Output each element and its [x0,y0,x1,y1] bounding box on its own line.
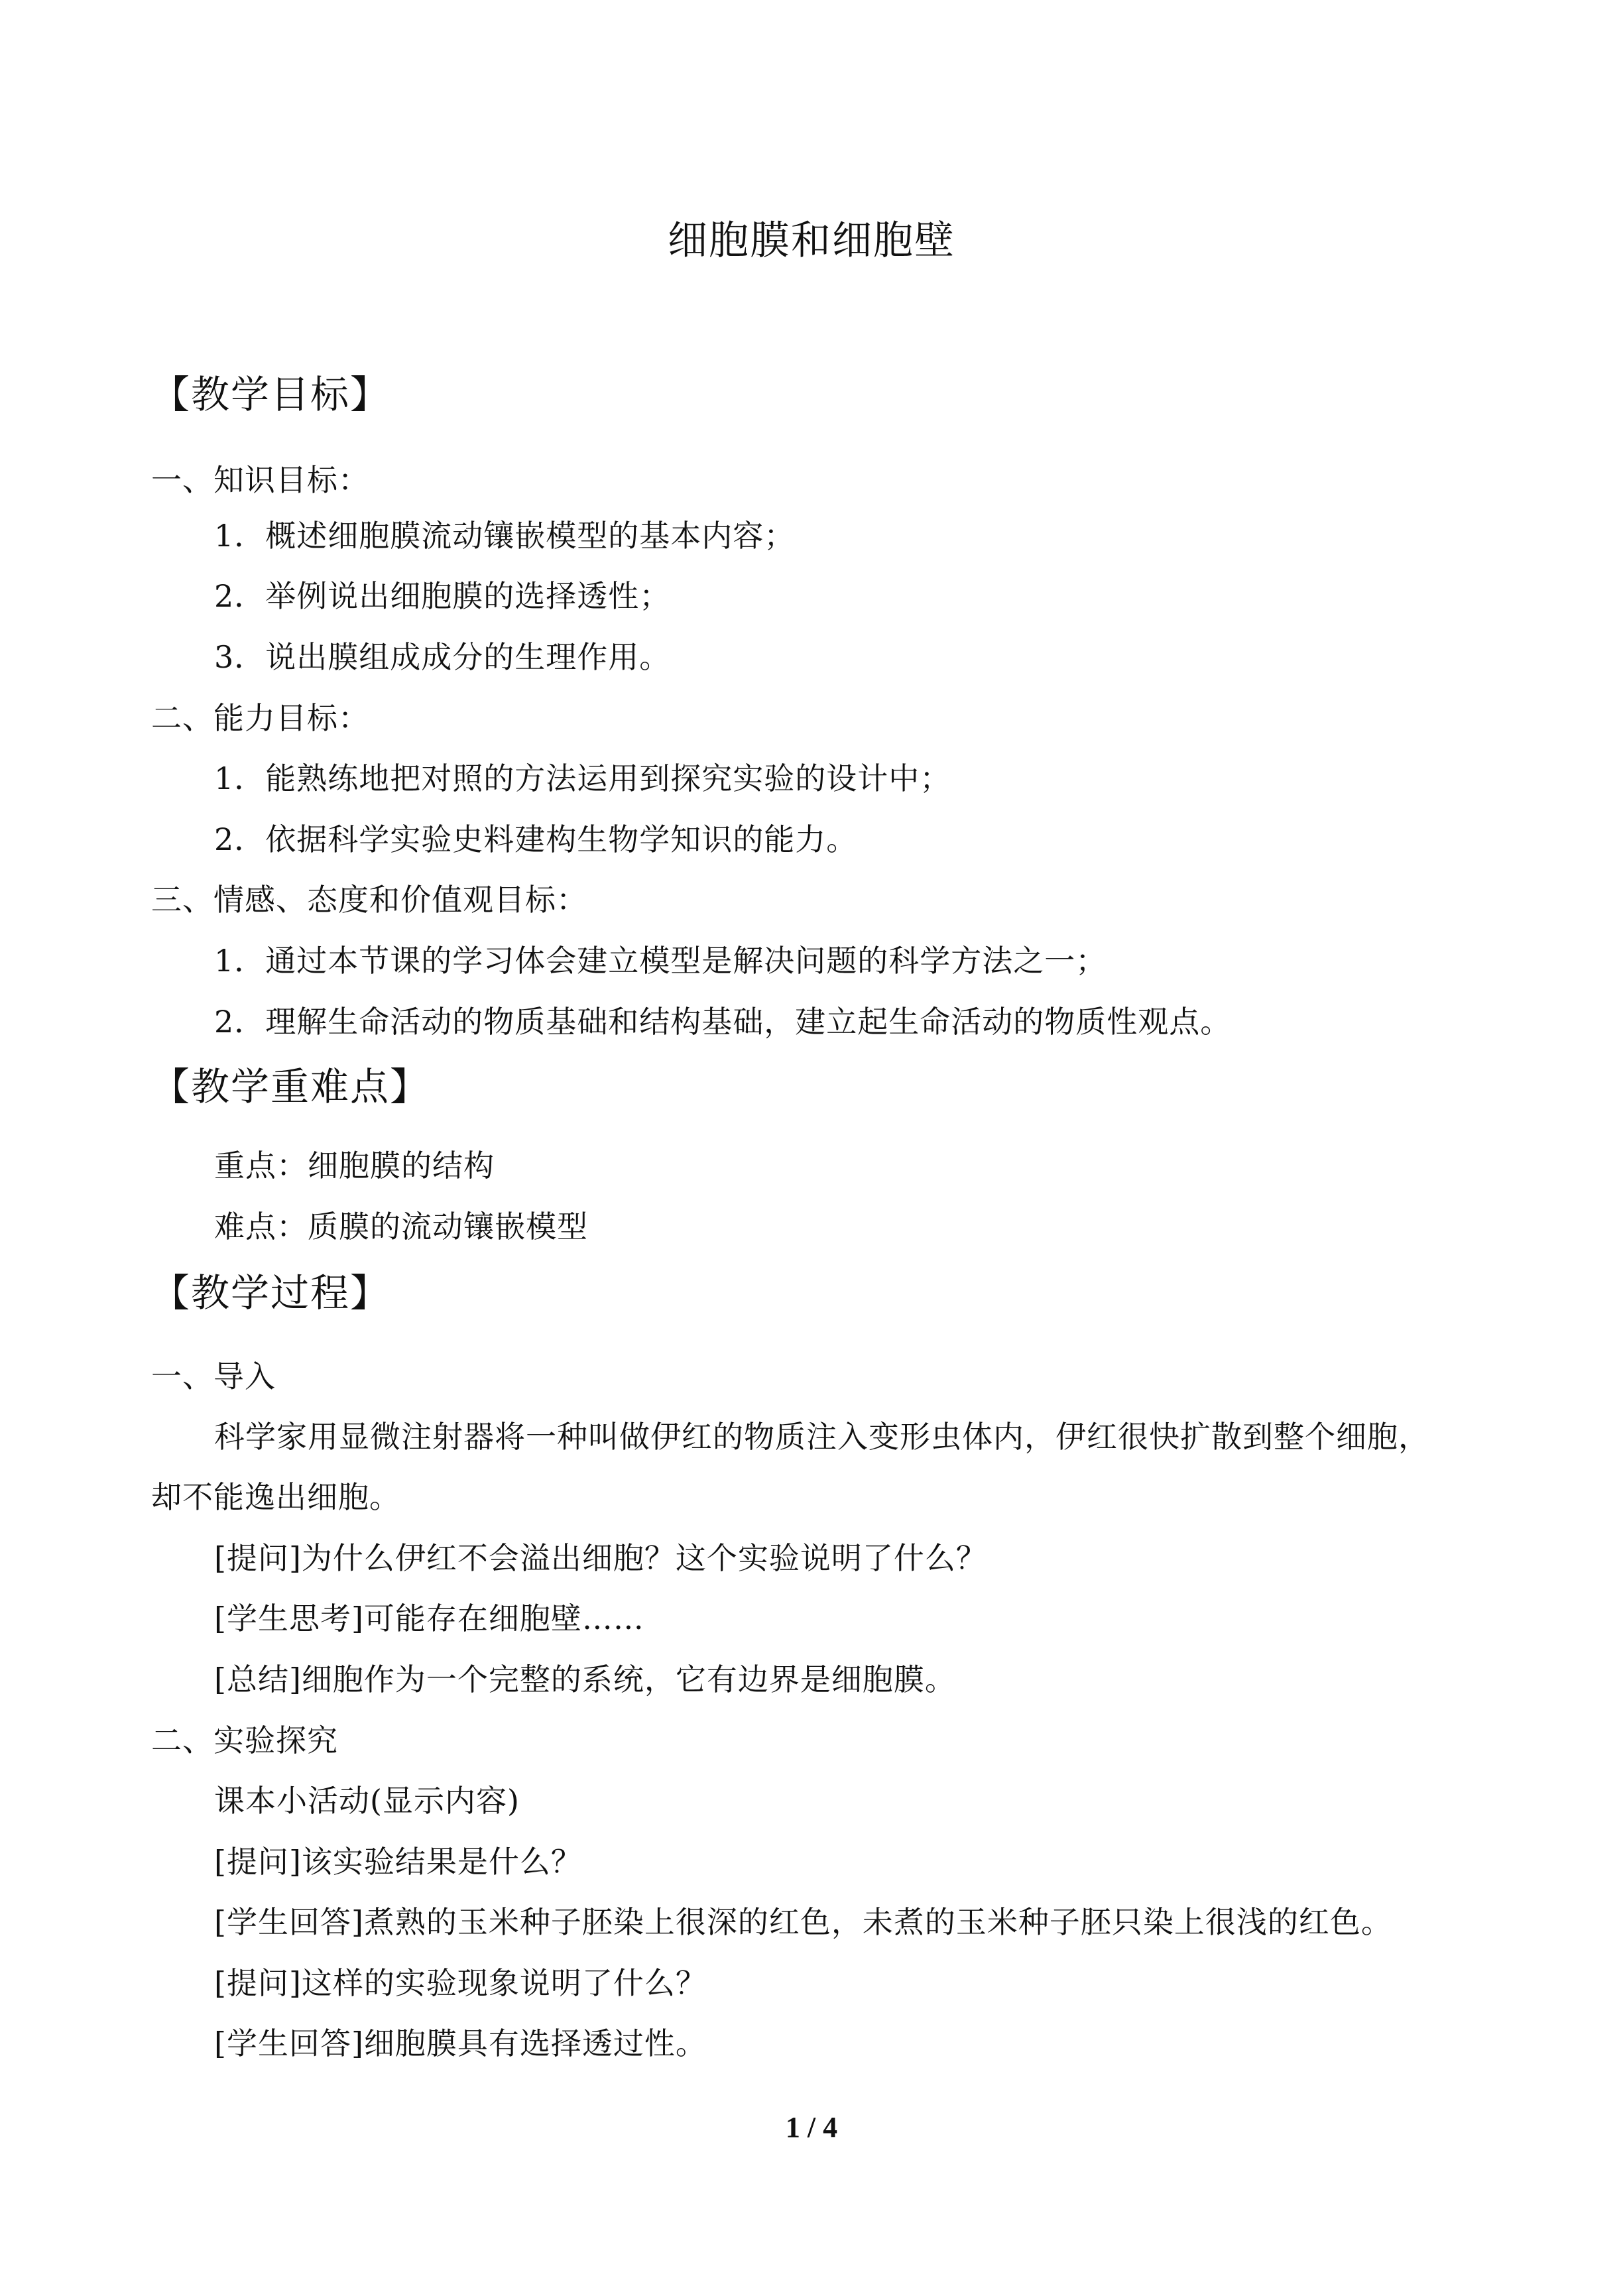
key-difficulty: 难点：质膜的流动镶嵌模型 [214,1209,588,1244]
section-heading-key-points: 【教学重难点】 [151,1064,430,1109]
ability-item-1: 1．能熟练地把对照的方法运用到探究实验的设计中； [214,760,951,796]
intro-question: [提问]为什么伊红不会溢出细胞？这个实验说明了什么？ [214,1540,987,1576]
emotion-objectives-heading: 三、情感、态度和价值观目标： [151,882,587,918]
intro-summary: [总结]细胞作为一个完整的系统，它有边界是细胞膜。 [214,1662,956,1697]
emotion-item-2: 2．理解生命活动的物质基础和结构基础，建立起生命活动的物质性观点。 [214,1004,1232,1040]
experiment-answer-2: [学生回答]细胞膜具有选择透过性。 [214,2025,707,2061]
ability-objectives-heading: 二、能力目标： [151,700,369,736]
section-heading-objectives: 【教学目标】 [151,372,391,417]
key-focus: 重点：细胞膜的结构 [214,1148,495,1183]
experiment-heading: 二、实验探究 [151,1722,338,1758]
knowledge-objectives-heading: 一、知识目标： [151,462,369,498]
intro-heading: 一、导入 [151,1359,276,1394]
intro-paragraph-line-2: 却不能逸出细胞。 [151,1479,400,1515]
experiment-answer-1: [学生回答]煮熟的玉米种子胚染上很深的红色，未煮的玉米种子胚只染上很浅的红色。 [214,1904,1392,1940]
knowledge-item-1: 1．概述细胞膜流动镶嵌模型的基本内容； [214,518,796,554]
emotion-item-1: 1．通过本节课的学习体会建立模型是解决问题的科学方法之一； [214,943,1107,979]
ability-item-2: 2．依据科学实验史料建构生物学知识的能力。 [214,821,858,857]
experiment-question-2: [提问]这样的实验现象说明了什么？ [214,1965,707,2001]
experiment-activity: 课本小活动(显示内容) [214,1783,520,1819]
knowledge-item-3: 3．说出膜组成成分的生理作用。 [214,639,671,675]
page-number: 1 / 4 [785,2111,838,2144]
page-title: 细胞膜和细胞壁 [668,217,955,264]
intro-student-thinking: [学生思考]可能存在细胞壁…… [214,1601,644,1636]
section-heading-process: 【教学过程】 [151,1270,391,1315]
intro-paragraph-line-1: 科学家用显微注射器将一种叫做伊红的物质注入变形虫体内，伊红很快扩散到整个细胞， [214,1419,1429,1455]
experiment-question-1: [提问]该实验结果是什么？ [214,1844,582,1880]
knowledge-item-2: 2．举例说出细胞膜的选择透性； [214,578,671,614]
